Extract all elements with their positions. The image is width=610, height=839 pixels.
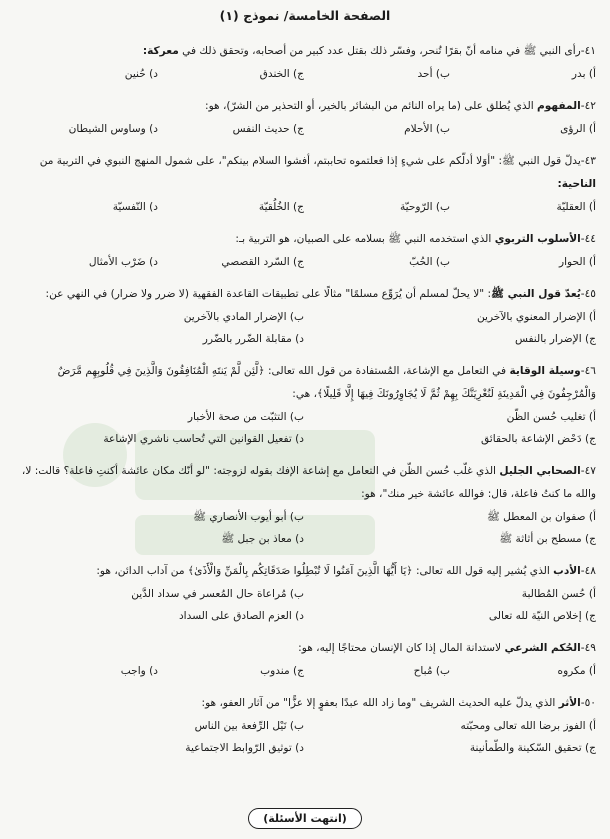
question-block xyxy=(12,150,596,218)
question-body: رأى النبي ﷺ في منامه أنّ بقرًا تُنحر، وفسّر ذلك بقتل عدد كبير من أصحابه، وتحقق ذلك في xyxy=(178,45,581,57)
question-block xyxy=(12,40,596,85)
answer-option[interactable]: أ) تغليب حُسن الظّن xyxy=(506,411,596,423)
answer-option[interactable]: د) العزم الصادق على السداد xyxy=(178,610,304,622)
question-block xyxy=(12,228,596,273)
question-keyword: الأثر xyxy=(558,697,581,709)
question-keyword: المفهوم xyxy=(537,100,581,112)
answer-option[interactable]: ج) الخُلُقيّة xyxy=(258,201,304,213)
question-keyword: الحُكم الشرعي xyxy=(504,642,581,654)
answer-options xyxy=(12,196,596,218)
question-number: ٤٤- xyxy=(580,233,596,245)
question-block xyxy=(12,360,596,450)
answer-options xyxy=(12,306,596,350)
answer-option[interactable]: ج) إخلاص النيّة لله تعالى xyxy=(488,610,596,622)
question-block xyxy=(12,460,596,550)
answer-option[interactable]: أ) بدر xyxy=(571,68,596,80)
question-keyword-end: معركة: xyxy=(142,45,179,57)
question-body: الذي يدلّ عليه الحديث الشريف "وما زاد الله عبدًا بعفوٍ إلا عزًّا" من آثار العفو، هو: xyxy=(201,697,559,709)
question-number: ٤٩- xyxy=(580,642,596,654)
answer-options xyxy=(12,63,596,85)
answer-option[interactable]: ج) مندوب xyxy=(260,665,304,677)
answer-option[interactable]: أ) الإضرار المعنوي بالآخرين xyxy=(476,311,596,323)
answer-options xyxy=(12,406,596,450)
question-text xyxy=(12,637,596,660)
question-block xyxy=(12,95,596,140)
answer-option[interactable]: د) مقابلة الضّرر بالضّرر xyxy=(202,333,304,345)
answer-option[interactable]: أ) مكروه xyxy=(557,665,596,677)
question-block xyxy=(12,283,596,350)
answer-option[interactable]: ب) أبو أيوب الأنصاري ﷺ xyxy=(193,511,304,523)
answer-option[interactable]: ج) السّرد القصصي xyxy=(221,256,304,268)
answer-option[interactable]: ج) مسطح بن أثاثة ﷺ xyxy=(499,533,596,545)
question-text xyxy=(12,360,596,406)
question-text xyxy=(12,283,596,306)
answer-option[interactable]: ب) أحد xyxy=(417,68,450,80)
answer-option[interactable]: ب) الرّوحيّة xyxy=(399,201,450,213)
answer-options xyxy=(12,118,596,140)
answer-option[interactable]: د) معاذ بن جبل ﷺ xyxy=(221,533,304,545)
question-text xyxy=(12,692,596,715)
question-body: الذي يُطلق على (ما يراه النائم من البشائر بالخير، أو التحذير من الشرّ)، هو: xyxy=(205,100,538,112)
question-number: ٤١- xyxy=(580,45,596,57)
questions-list xyxy=(12,40,596,769)
question-block xyxy=(12,637,596,682)
question-text xyxy=(12,40,596,63)
question-keyword: يُعدّ قول النبي ﷺ xyxy=(491,288,581,300)
answer-option[interactable]: ب) مُباح xyxy=(413,665,450,677)
question-number: ٤٥- xyxy=(580,288,596,300)
question-body: في التعامل مع الإشاعة، المُستفادة من قول الله تعالى: ﴿لَّئِن لَّمْ يَنتَهِ الْمُنَافِقُونَ وَالَّذِينَ فِي قُلُوبِهِم مَّرَضٌ وَالْمُرْجِفُونَ فِي الْمَدِينَةِ لَنُغْرِيَنَّكَ بِهِمْ ثُمَّ لَا يُجَاوِرُونَكَ فِيهَا إِلَّا قَلِيلًا﴾، هي: xyxy=(57,365,596,400)
answer-option[interactable]: ج) دَحْض الإشاعة بالحقائق xyxy=(480,433,596,445)
answer-option[interactable]: أ) حُسن المُطالبة xyxy=(521,588,596,600)
footer xyxy=(0,807,610,829)
answer-option[interactable]: د) النّفسيّة xyxy=(112,201,158,213)
question-text xyxy=(12,460,596,506)
answer-option[interactable]: د) وساوس الشيطان xyxy=(68,123,158,135)
answer-options xyxy=(12,251,596,273)
answer-options xyxy=(12,715,596,759)
question-number: ٤٣- xyxy=(580,155,596,167)
question-keyword: الأدب xyxy=(553,565,581,577)
answer-option[interactable]: ب) نَيْل الرِّفعة بين الناس xyxy=(194,720,304,732)
answer-option[interactable]: أ) العقليّة xyxy=(556,201,596,213)
question-keyword-end: الناحية: xyxy=(557,178,596,190)
page-title: الصفحة الخامسة/ نموذج (١) xyxy=(219,8,391,23)
question-number: ٤٦- xyxy=(580,365,596,377)
answer-option[interactable]: أ) صفوان بن المعطل ﷺ xyxy=(486,511,596,523)
answer-options xyxy=(12,660,596,682)
question-body: لاستدانة المال إذا كان الإنسان محتاجًا إليه، هو: xyxy=(298,642,505,654)
question-text xyxy=(12,228,596,251)
answer-option[interactable]: د) توثيق الرّوابط الاجتماعية xyxy=(185,742,304,754)
question-block xyxy=(12,560,596,627)
question-text xyxy=(12,150,596,196)
question-body: الذي غلّب حُسن الظّن في التعامل مع إشاعة الإفك بقوله لزوجته: "لو أنّك مكان عائشة أكنتِ فاعلة؟ قالت: لا، والله ما كنتُ فاعلة، قال: فوالله عائشة خير منك"، هو: xyxy=(21,465,596,500)
answer-option[interactable]: أ) الحوار xyxy=(559,256,596,268)
question-body: الذي استخدمه النبي ﷺ بسلامه على الصبيان، هو التربية بـ: xyxy=(235,233,495,245)
answer-option[interactable]: د) حُنين xyxy=(124,68,158,80)
question-number: ٤٢- xyxy=(580,100,596,112)
answer-option[interactable]: ج) الخندق xyxy=(259,68,304,80)
answer-option[interactable]: د) ضَرْب الأمثال xyxy=(88,256,158,268)
question-body: يدلّ قول النبي ﷺ: "أوَلا أدلّكم على شيءٍ إذا فعلتموه تحاببتم، أفشوا السلام بينكم"، على شمول المنهج النبوي في التربية من xyxy=(39,155,581,167)
answer-options xyxy=(12,583,596,627)
question-text xyxy=(12,95,596,118)
end-of-questions-label: (انتهت الأسئلة) xyxy=(248,808,362,829)
question-keyword: الأسلوب التربوي xyxy=(494,233,581,245)
question-block xyxy=(12,692,596,759)
question-number: ٤٧- xyxy=(580,465,596,477)
answer-option[interactable]: د) تفعيل القوانين التي تُحاسب ناشري الإشاعة xyxy=(103,433,304,445)
answer-option[interactable]: ب) الحُبّ xyxy=(409,256,450,268)
answer-option[interactable]: أ) الفوز برضا الله تعالى ومحبّته xyxy=(460,720,596,732)
answer-option[interactable]: ب) التثبّت من صحة الأخبار xyxy=(187,411,304,423)
answer-option[interactable]: ج) الإضرار بالنفس xyxy=(514,333,596,345)
question-number: ٤٨- xyxy=(580,565,596,577)
question-body: الذي يُشير إليه قول الله تعالى: ﴿يَا أَيُّهَا الَّذِينَ آمَنُوا لَا تُبْطِلُوا صَدَقَاتِكُم بِالْمَنِّ وَالْأَذَىٰ﴾ من آداب الدائن، هو: xyxy=(96,565,554,577)
answer-option[interactable]: ب) مُراعاة حال المُعسر في سداد الدَّين xyxy=(131,588,304,600)
answer-option[interactable]: ب) الإضرار المادي بالآخرين xyxy=(183,311,304,323)
answer-option[interactable]: ج) تحقيق السّكينة والطّمأنينة xyxy=(469,742,596,754)
question-number: ٥٠- xyxy=(580,697,596,709)
question-text xyxy=(12,560,596,583)
answer-option[interactable]: ب) الأحلام xyxy=(404,123,450,135)
answer-option[interactable]: د) واجب xyxy=(120,665,158,677)
answer-option[interactable]: ج) حديث النفس xyxy=(232,123,304,135)
question-keyword: الصحابي الجليل xyxy=(499,465,581,477)
answer-option[interactable]: أ) الرؤى xyxy=(560,123,596,135)
answer-options xyxy=(12,506,596,550)
question-keyword: وسيلة الوقاية xyxy=(509,365,581,377)
question-body: : "لا يحلّ لمسلم أن يُرَوِّع مسلمًا" مثالًا على تطبيقات القاعدة الفقهية (لا ضرر ولا ضرار) في النهي عن: xyxy=(45,288,492,300)
